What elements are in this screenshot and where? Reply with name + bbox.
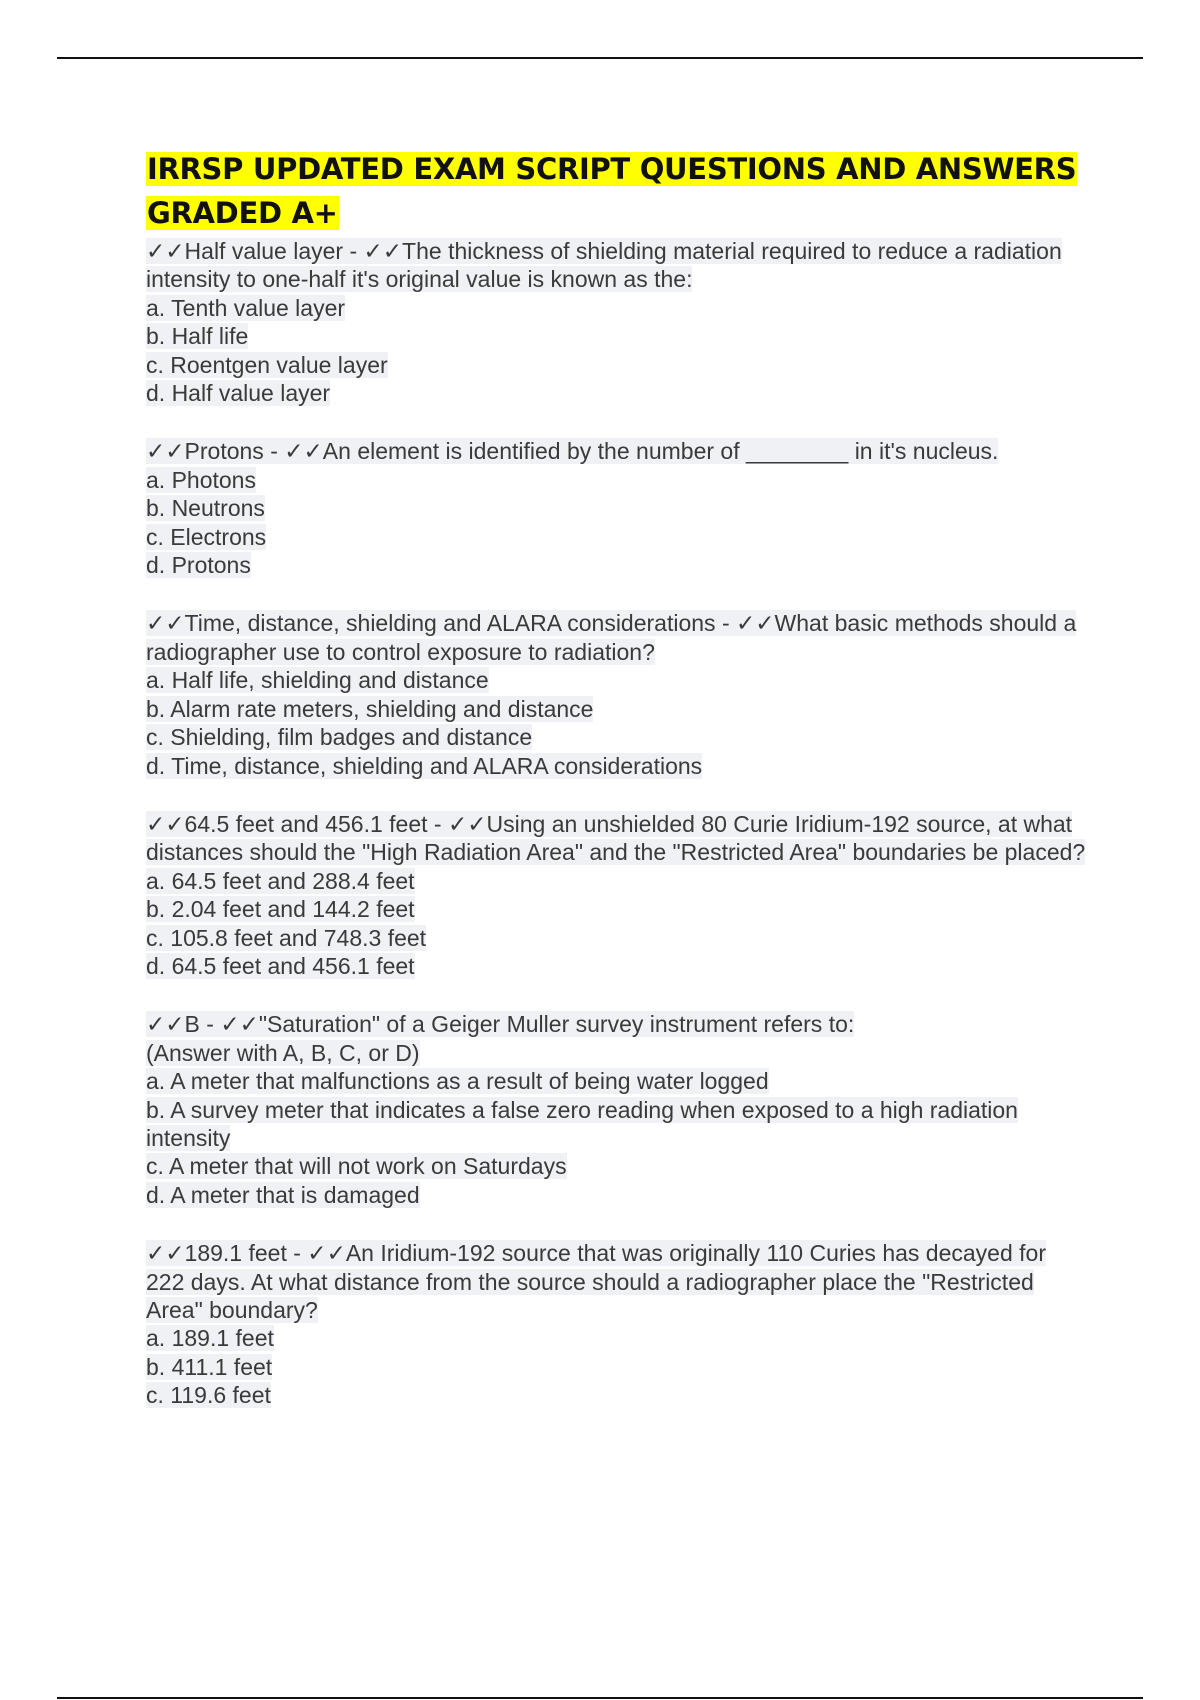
answer-option: b. A survey meter that indicates a false zero reading when exposed to a high radiation intensity (146, 1096, 1018, 1151)
answer-option: c. Roentgen value layer (146, 351, 388, 378)
answer-option: d. Time, distance, shielding and ALARA considerations (146, 752, 703, 779)
question-prompt-note: (Answer with A, B, C, or D) (146, 1039, 420, 1066)
answer-option: c. Electrons (146, 523, 267, 550)
answer-option: b. Neutrons (146, 495, 265, 522)
answer-option: a. A meter that malfunctions as a result of being water logged (146, 1068, 769, 1095)
answer-option: a. Tenth value layer (146, 294, 346, 321)
answer-option: b. Half life (146, 323, 249, 350)
answer-option: b. Alarm rate meters, shielding and distance (146, 695, 594, 722)
question-prompt: ✓✓64.5 feet and 456.1 feet - ✓✓Using an unshielded 80 Curie Iridium-192 source, at what distances should the "High Radiation Area" and the "Restricted Area" boundaries be placed? (146, 810, 1086, 866)
document-title (146, 147, 1086, 235)
answer-option: c. A meter that will not work on Saturdays (146, 1153, 567, 1180)
answer-option: d. A meter that is damaged (146, 1181, 420, 1208)
question-block (146, 1010, 1086, 1209)
bottom-rule (57, 1697, 1143, 1699)
top-rule (57, 57, 1143, 59)
answer-option: a. Half life, shielding and distance (146, 667, 489, 694)
question-prompt: ✓✓Time, distance, shielding and ALARA considerations - ✓✓What basic methods should a radiographer use to control exposure to radiation? (146, 610, 1077, 665)
answer-option: d. Half value layer (146, 380, 331, 407)
question-prompt: ✓✓Protons - ✓✓An element is identified by the number of ________ in it's nucleus. (146, 438, 999, 465)
answer-option: a. 64.5 feet and 288.4 feet (146, 867, 415, 894)
question-block (146, 1239, 1086, 1409)
answer-option: d. 64.5 feet and 456.1 feet (146, 952, 415, 979)
document-body (146, 147, 1086, 1440)
answer-option: a. 189.1 feet (146, 1325, 274, 1352)
answer-option: b. 2.04 feet and 144.2 feet (146, 896, 415, 923)
question-prompt: ✓✓Half value layer - ✓✓The thickness of shielding material required to reduce a radiation intensity to one-half it's original value is known as the: (146, 238, 1062, 293)
question-block (146, 437, 1086, 579)
question-prompt: ✓✓189.1 feet - ✓✓An Iridium-192 source that was originally 110 Curies has decayed for 222 days. At what distance from the source should a radiographer place the "Restricted Area" boundary? (146, 1240, 1046, 1323)
answer-option: c. Shielding, film badges and distance (146, 724, 533, 751)
question-block (146, 810, 1086, 980)
question-block (146, 237, 1086, 407)
answer-option: c. 119.6 feet (146, 1382, 271, 1409)
answer-option: a. Photons (146, 466, 256, 493)
question-block (146, 609, 1086, 779)
document-title-text: IRRSP UPDATED EXAM SCRIPT QUESTIONS AND ANSWERS GRADED A+ (147, 152, 1077, 230)
question-prompt: ✓✓B - ✓✓"Saturation" of a Geiger Muller survey instrument refers to: (146, 1011, 855, 1038)
answer-option: c. 105.8 feet and 748.3 feet (146, 924, 427, 951)
answer-option: d. Protons (146, 552, 251, 579)
answer-option: b. 411.1 feet (146, 1353, 273, 1380)
